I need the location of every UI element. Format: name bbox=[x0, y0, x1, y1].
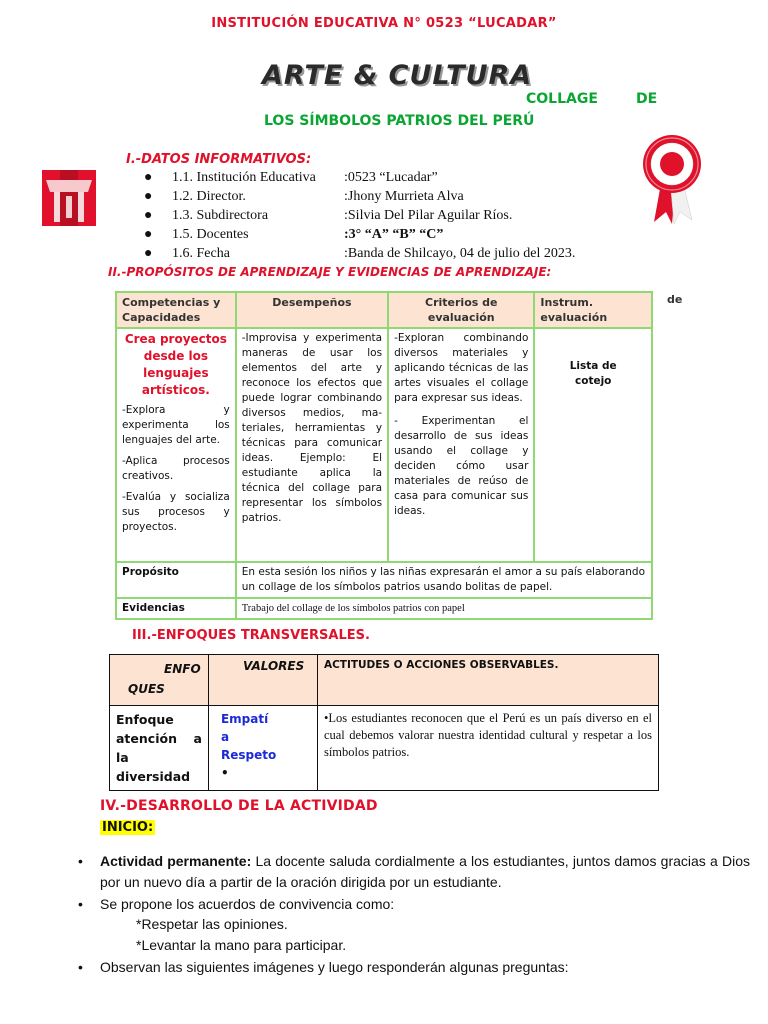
valor-item: Respeto bbox=[220, 748, 277, 762]
competencias-cell bbox=[116, 328, 236, 562]
instrum-de-overflow: de bbox=[667, 293, 683, 306]
criterios-cell bbox=[388, 328, 534, 562]
escarapela-icon bbox=[632, 134, 712, 224]
paragraph-acuerdos: • Se propone los acuerdos de convivencia como: bbox=[78, 896, 395, 912]
paragraph-actividad: • Actividad permanente: La docente saluda cordialmente a los estudiantes, juntos damos gracias a Dios por un nuevo día a partir de la oración dirigida por un estudiante. bbox=[78, 853, 750, 890]
inicio-label: INICIO: bbox=[102, 820, 154, 835]
header-actitudes: ACTITUDES O ACCIONES OBSERVABLES. bbox=[317, 655, 658, 706]
rule-item: *Levantar la mano para participar. bbox=[136, 937, 347, 953]
instrumento-cell: Lista de cotejo bbox=[534, 328, 652, 562]
datos-item: ● 1.2. Director. :Jhony Murrieta Alva bbox=[144, 189, 464, 204]
datos-item: ● 1.5. Docentes :3° “A” “B” “C” bbox=[144, 227, 444, 242]
header-criterios: Criterios de evaluación bbox=[388, 292, 534, 328]
propositos-table bbox=[115, 291, 653, 620]
enfoque-cell: Enfoque atención a la diversidad bbox=[110, 706, 209, 791]
proposito-label: Propósito bbox=[116, 562, 236, 598]
peru-flag-icon bbox=[42, 170, 96, 226]
section-datos-title: I.-DATOS INFORMATIVOS: bbox=[126, 152, 312, 167]
valor-item: a bbox=[220, 730, 230, 744]
header-instrumento: Instrum. evaluación bbox=[534, 292, 652, 328]
criterio-item: -Exploran combinando diversos materiales y aplicando técnicas de las artes visuales el collage para expresar sus ideas. bbox=[394, 332, 529, 404]
capacidad-item: -Evalúa y socializa sus procesos y proyectos. bbox=[122, 491, 230, 533]
enfoques-table bbox=[109, 654, 659, 791]
institution-heading: INSTITUCIÓN EDUCATIVA N° 0523 “LUCADAR” bbox=[211, 16, 557, 31]
section-propositos-title: II.-PROPÓSITOS DE APRENDIZAJE Y EVIDENCIAS DE APRENDIZAJE: bbox=[108, 265, 552, 279]
valor-item: Empatí bbox=[220, 712, 269, 726]
actitud-cell: •Los estudiantes reconocen que el Perú es un país diverso en el cual debemos valorar nuestra identidad cultural y respetar a los símbolos patrios. bbox=[317, 706, 658, 791]
datos-item: ● 1.3. Subdirectora :Silvia Del Pilar Aguilar Ríos. bbox=[144, 208, 513, 223]
evidencias-text: Trabajo del collage de los símbolos patrios con papel bbox=[236, 598, 652, 619]
capacidad-item: -Aplica procesos creativos. bbox=[122, 455, 230, 482]
header-competencias: Competencias y Capacidades bbox=[116, 292, 236, 328]
proposito-text: En esta sesión los niños y las niñas expresarán el amor a su país elaborando un collage de los símbolos patrios usando bolitas de papel. bbox=[236, 562, 652, 598]
title-collage: COLLAGE bbox=[526, 91, 598, 107]
header-enfoques: ENFO QUES bbox=[110, 655, 209, 706]
datos-item: ● 1.6. Fecha :Banda de Shilcayo, 04 de julio del 2023. bbox=[144, 246, 576, 261]
competencia-title: Crea proyectos desde los lenguajes artísticos. bbox=[124, 332, 227, 397]
desempeno-cell: -Improvisa y experimenta maneras de usar los elementos del arte y reconoce los efectos que puede lograr combinando diversos medios, ma- teriales, herramientas y técnicas para comunicar ideas. Ejemplo: El estudiante aplica la técnica del collage para representar los símbolos patrios. bbox=[236, 328, 388, 562]
capacidad-item: -Explora y experimenta los lenguajes del arte. bbox=[122, 404, 230, 446]
title-de: DE bbox=[636, 91, 658, 107]
valores-cell bbox=[208, 706, 317, 791]
section-enfoques-title: III.-ENFOQUES TRANSVERSALES. bbox=[132, 628, 370, 643]
bullet: • bbox=[220, 766, 229, 780]
header-desempenos: Desempeños bbox=[236, 292, 388, 328]
header-valores: VALORES bbox=[208, 655, 317, 706]
evidencias-label: Evidencias bbox=[116, 598, 236, 619]
section-desarrollo-title: IV.-DESARROLLO DE LA ACTIVIDAD bbox=[100, 798, 378, 814]
rule-item: *Respetar las opiniones. bbox=[136, 916, 288, 932]
datos-item: ● 1.1. Institución Educativa :0523 “Lucadar” bbox=[144, 170, 438, 185]
arte-cultura-banner: ARTE & CULTURA bbox=[262, 60, 533, 91]
paragraph-observan: • Observan las siguientes imágenes y luego responderán algunas preguntas: bbox=[78, 959, 569, 975]
criterio-item: - Experimentan el desarrollo de sus ideas usando el collage y deciden cómo usar materiales de reúso de casa para comunicar sus ideas. bbox=[394, 415, 529, 517]
title-simbolos: LOS SÍMBOLOS PATRIOS DEL PERÚ bbox=[264, 113, 535, 129]
